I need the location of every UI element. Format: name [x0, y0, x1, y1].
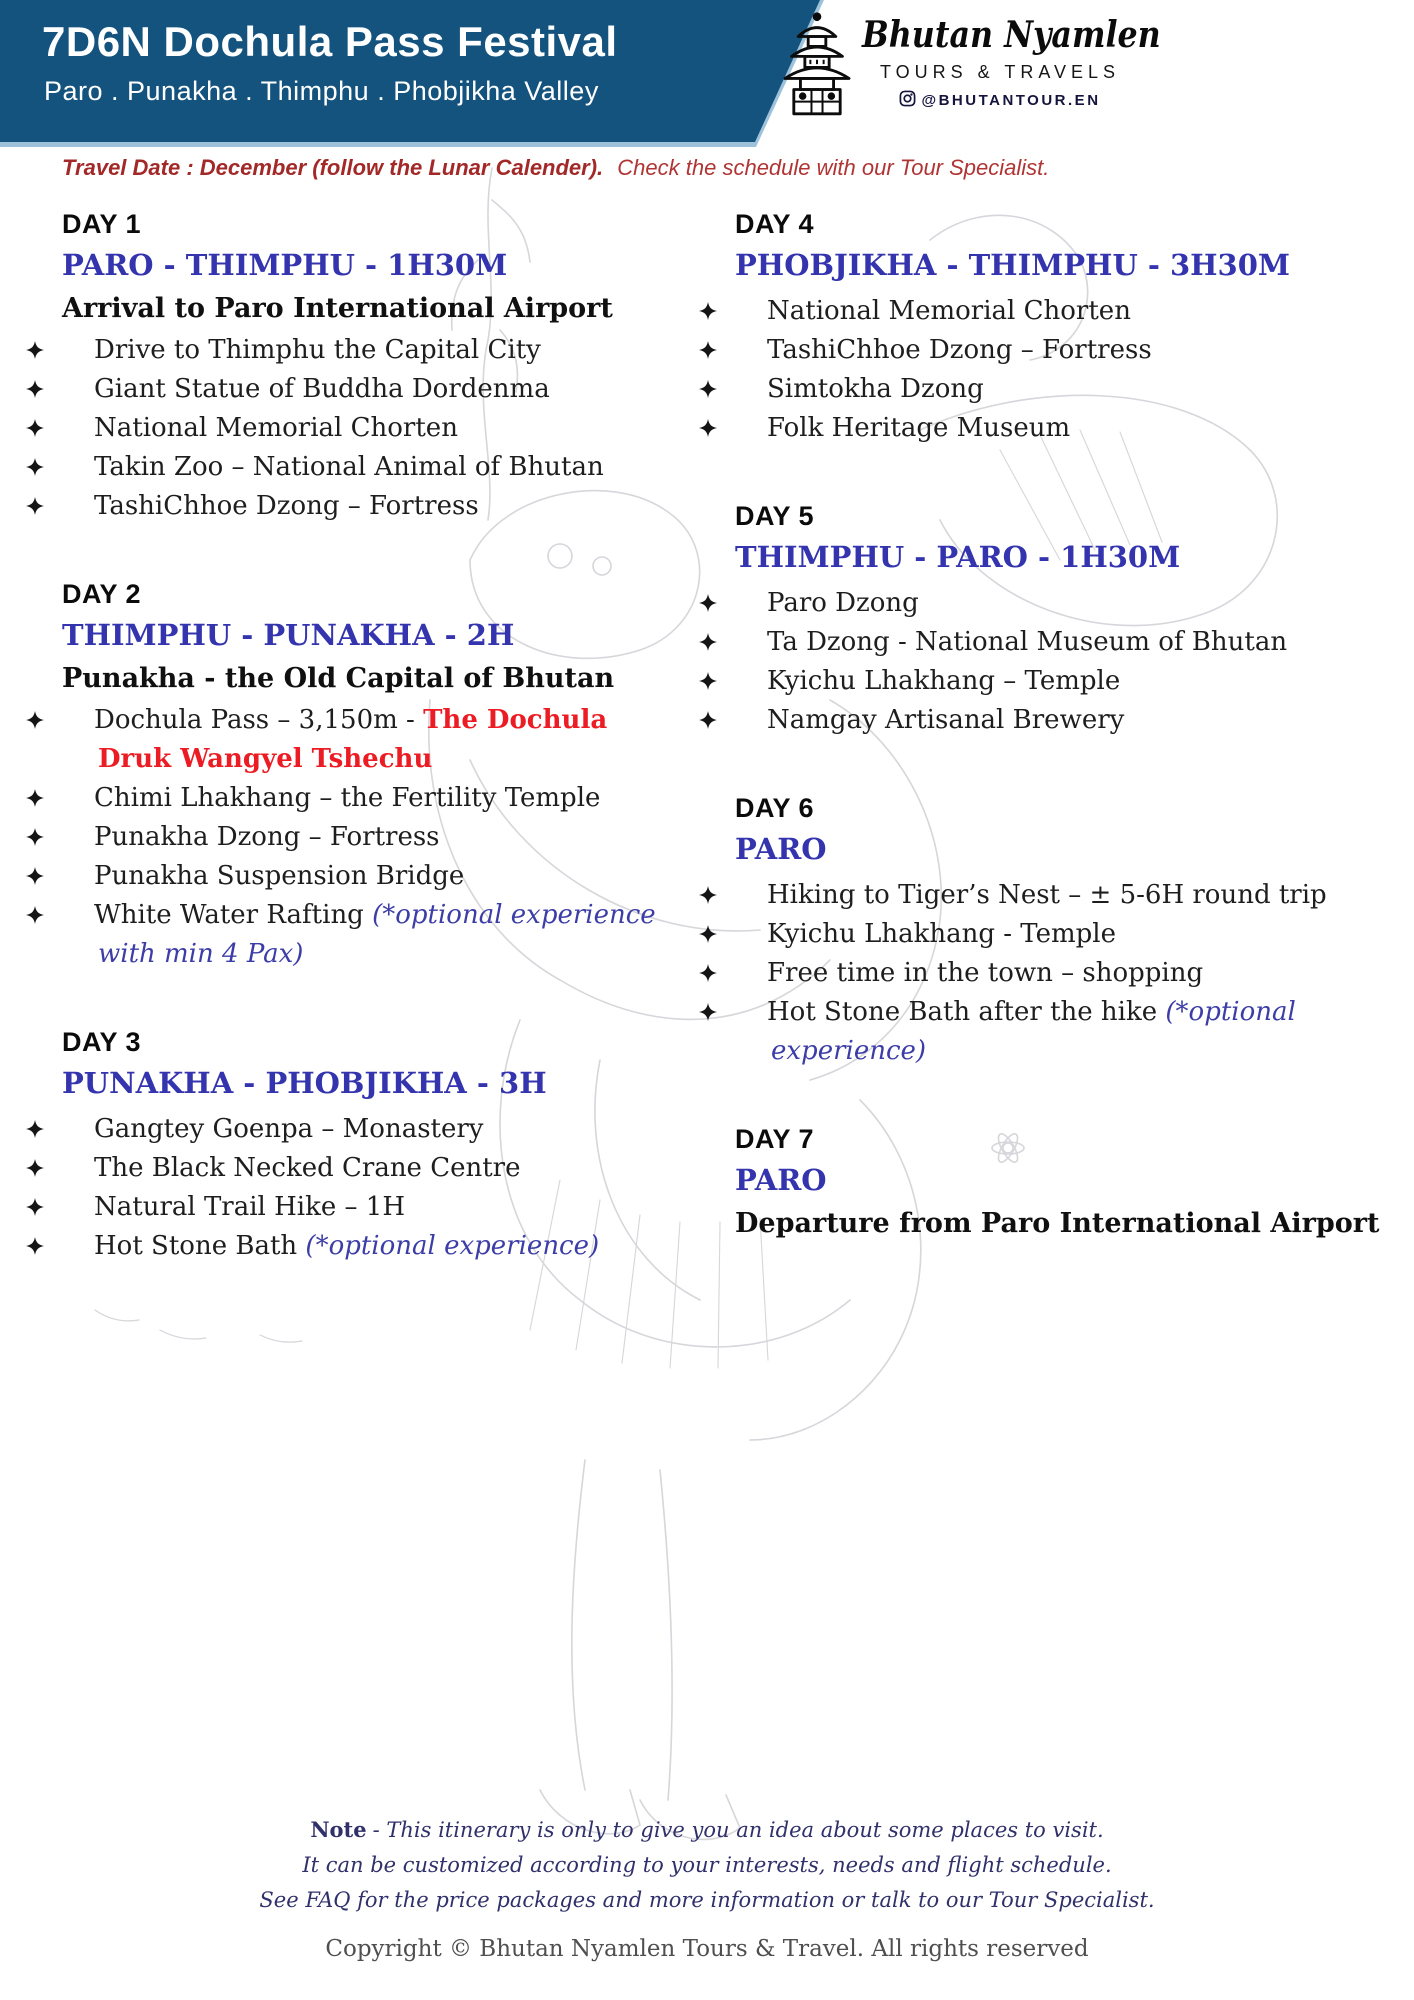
- star-bullet-icon: [735, 623, 753, 662]
- day-route: PARO: [735, 1163, 827, 1197]
- itinerary-item: [735, 292, 1383, 331]
- column-right: [735, 208, 1383, 1292]
- star-bullet-icon: [735, 584, 753, 623]
- note-label: Note: [310, 1817, 367, 1842]
- copyright-line: Copyright © Bhutan Nyamlen Tours & Travel. All rights reserved: [325, 1936, 1089, 1962]
- star-bullet-icon: [735, 331, 753, 370]
- day-route: PUNAKHA - PHOBJIKHA - 3H: [62, 1066, 547, 1100]
- brand-social-handle: [862, 90, 1138, 111]
- day-section-day-6: [735, 792, 1383, 1071]
- itinerary-item: [62, 1227, 662, 1266]
- day-label: DAY 5: [735, 501, 815, 531]
- star-bullet-icon: [62, 409, 80, 448]
- star-bullet-icon: [735, 409, 753, 448]
- itinerary-item: [62, 1110, 662, 1149]
- note-text: - This itinerary is only to give you an idea about some places to visit.: [372, 1818, 1104, 1842]
- star-bullet-icon: [62, 487, 80, 526]
- star-bullet-icon: [62, 701, 80, 740]
- day-section-day-2: [62, 578, 662, 974]
- itinerary-item: [735, 409, 1383, 448]
- itinerary-item: [62, 818, 662, 857]
- item-text: The Black Necked Crane Centre: [94, 1153, 521, 1183]
- star-bullet-icon: [62, 818, 80, 857]
- item-text: Takin Zoo – National Animal of Bhutan: [94, 452, 604, 482]
- day-headline: Punakha - the Old Capital of Bhutan: [62, 663, 615, 694]
- item-text: experience): [771, 1036, 927, 1066]
- item-text: National Memorial Chorten: [767, 296, 1131, 326]
- brand-logo: [778, 6, 1161, 121]
- travel-date-line: [62, 155, 1049, 181]
- itinerary-item: [62, 1149, 662, 1188]
- itinerary-item: [62, 701, 662, 779]
- item-text: Paro Dzong: [767, 588, 919, 618]
- page-title: 7D6N Dochula Pass Festival: [42, 18, 618, 65]
- item-text: Drive to Thimphu the Capital City: [94, 335, 541, 365]
- star-bullet-icon: [62, 779, 80, 818]
- day-label: DAY 4: [735, 209, 815, 239]
- item-text: Punakha Suspension Bridge: [94, 861, 465, 891]
- star-bullet-icon: [62, 1110, 80, 1149]
- itinerary-item: [735, 954, 1383, 993]
- item-text: Druk Wangyel Tshechu: [98, 744, 433, 774]
- itinerary-item: [735, 915, 1383, 954]
- item-text: Chimi Lhakhang – the Fertility Temple: [94, 783, 601, 813]
- day-route: PHOBJIKHA - THIMPHU - 3H30M: [735, 248, 1291, 282]
- brand-name: Bhutan Nyamlen: [862, 14, 1161, 56]
- instagram-icon: [899, 90, 916, 111]
- item-text: Simtokha Dzong: [767, 374, 984, 404]
- item-text: Giant Statue of Buddha Dordenma: [94, 374, 550, 404]
- itinerary-item: [735, 876, 1383, 915]
- star-bullet-icon: [62, 448, 80, 487]
- day-label: DAY 3: [62, 1027, 142, 1057]
- travel-date-rest: Check the schedule with our Tour Specialist.: [617, 155, 1050, 180]
- day-section-day-7: [735, 1123, 1383, 1240]
- day-headline: Departure from Paro International Airport: [735, 1208, 1380, 1239]
- itinerary-item: [735, 662, 1383, 701]
- day-section-day-3: [62, 1026, 662, 1266]
- star-bullet-icon: [62, 1188, 80, 1227]
- item-text: TashiChhoe Dzong – Fortress: [94, 491, 479, 521]
- item-text: Natural Trail Hike – 1H: [94, 1192, 405, 1222]
- star-bullet-icon: [62, 1227, 80, 1266]
- item-text: Kyichu Lhakhang – Temple: [767, 666, 1121, 696]
- day-section-day-1: [62, 208, 662, 526]
- item-text: Namgay Artisanal Brewery: [767, 705, 1125, 735]
- footer-note: [0, 1812, 1414, 1918]
- itinerary-item: [62, 487, 662, 526]
- page-subtitle: Paro . Punakha . Thimphu . Phobjikha Valley: [44, 76, 599, 106]
- itinerary-item: [62, 896, 662, 974]
- star-bullet-icon: [735, 876, 753, 915]
- itinerary-item: [735, 370, 1383, 409]
- item-text: Hot Stone Bath after the hike: [767, 997, 1166, 1027]
- star-bullet-icon: [735, 915, 753, 954]
- item-text: Kyichu Lhakhang - Temple: [767, 919, 1117, 949]
- day-route: PARO - THIMPHU - 1H30M: [62, 248, 508, 282]
- itinerary-item: [62, 370, 662, 409]
- day-section-day-5: [735, 500, 1383, 740]
- day-route: PARO: [735, 832, 827, 866]
- item-text: Dochula Pass – 3,150m -: [94, 705, 424, 735]
- star-bullet-icon: [735, 292, 753, 331]
- star-bullet-icon: [62, 857, 80, 896]
- star-bullet-icon: [735, 993, 753, 1032]
- itinerary-item: [62, 857, 662, 896]
- note-line: [0, 1812, 1414, 1848]
- item-text: Free time in the town – shopping: [767, 958, 1204, 988]
- item-text: Hiking to Tiger’s Nest – ± 5-6H round trip: [767, 880, 1327, 910]
- day-section-day-4: [735, 208, 1383, 448]
- itinerary-item: [62, 448, 662, 487]
- star-bullet-icon: [62, 370, 80, 409]
- day-label: DAY 2: [62, 579, 142, 609]
- day-headline: Arrival to Paro International Airport: [62, 293, 613, 324]
- itinerary-item: [735, 993, 1383, 1071]
- itinerary-item: [62, 331, 662, 370]
- item-text: (*optional experience): [305, 1231, 600, 1261]
- day-label: DAY 7: [735, 1124, 815, 1154]
- note-line: See FAQ for the price packages and more information or talk to our Tour Specialist.: [259, 1888, 1155, 1912]
- brand-tagline: TOURS & TRAVELS: [879, 62, 1121, 82]
- column-left: [62, 208, 662, 1318]
- item-text: Folk Heritage Museum: [767, 413, 1071, 443]
- star-bullet-icon: [735, 701, 753, 740]
- item-text: Gangtey Goenpa – Monastery: [94, 1114, 484, 1144]
- itinerary-item: [735, 701, 1383, 740]
- itinerary-item: [62, 779, 662, 818]
- itinerary-item: [735, 623, 1383, 662]
- item-text: Ta Dzong - National Museum of Bhutan: [767, 627, 1288, 657]
- itinerary-item: [62, 409, 662, 448]
- item-text: White Water Rafting: [94, 900, 373, 930]
- item-text: Punakha Dzong – Fortress: [94, 822, 440, 852]
- item-text: The Dochula: [423, 705, 608, 735]
- itinerary-item: [735, 584, 1383, 623]
- item-text: with min 4 Pax): [98, 939, 304, 969]
- day-route: THIMPHU - PUNAKHA - 2H: [62, 618, 515, 652]
- day-label: DAY 6: [735, 793, 815, 823]
- star-bullet-icon: [62, 331, 80, 370]
- star-bullet-icon: [735, 954, 753, 993]
- item-text: Hot Stone Bath: [94, 1231, 306, 1261]
- star-bullet-icon: [62, 1149, 80, 1188]
- item-text: (*optional: [1165, 997, 1296, 1027]
- itinerary-item: [735, 331, 1383, 370]
- star-bullet-icon: [735, 662, 753, 701]
- note-line: It can be customized according to your interests, needs and flight schedule.: [302, 1853, 1112, 1877]
- pagoda-icon: [778, 10, 856, 121]
- itinerary-item: [62, 1188, 662, 1227]
- travel-date-emphasis: Travel Date : December (follow the Lunar Calender).: [62, 155, 604, 180]
- item-text: (*optional experience: [372, 900, 656, 930]
- star-bullet-icon: [735, 370, 753, 409]
- brand-handle-text: @BHUTANTOUR.EN: [921, 92, 1101, 109]
- star-bullet-icon: [62, 896, 80, 935]
- day-route: THIMPHU - PARO - 1H30M: [735, 540, 1181, 574]
- day-label: DAY 1: [62, 209, 142, 239]
- item-text: National Memorial Chorten: [94, 413, 458, 443]
- item-text: TashiChhoe Dzong – Fortress: [767, 335, 1152, 365]
